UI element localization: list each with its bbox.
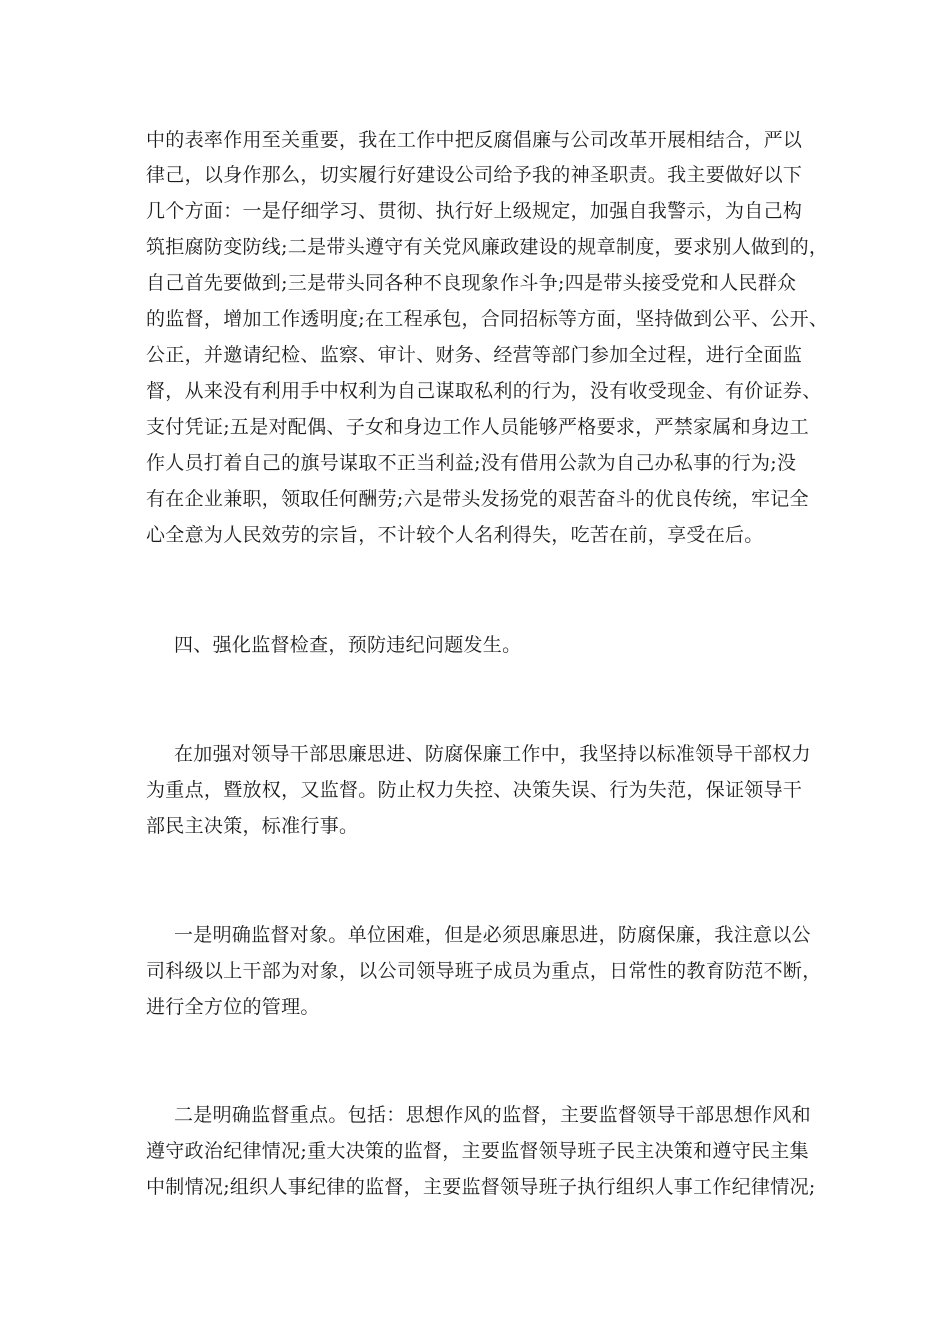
body-text-line: 中的表率作用至关重要，我在工作中把反腐倡廉与公司改革开展相结合，严以	[146, 129, 803, 151]
body-text-line: 遵守政治纪律情况;重大决策的监督，主要监督领导班子民主决策和遵守民主集	[146, 1140, 809, 1162]
body-text-line: 自己首先要做到;三是带头同各种不良现象作斗争;四是带头接受党和人民群众	[146, 272, 797, 294]
body-text-line: 律己，以身作那么，切实履行好建设公司给予我的神圣职责。我主要做好以下	[146, 164, 803, 186]
body-text-line: 筑拒腐防变防线;二是带头遵守有关党风廉政建设的规章制度，要求别人做到的，	[146, 236, 829, 258]
body-text-line: 进行全方位的管理。	[146, 996, 320, 1018]
body-text-line: 心全意为人民效劳的宗旨，不计较个人名利得失，吃苦在前，享受在后。	[146, 524, 764, 546]
body-text-line: 为重点，暨放权，又监督。防止权力失控、决策失误、行为失范，保证领导干	[146, 779, 803, 801]
body-text-line: 督，从来没有利用手中权利为自己谋取私利的行为，没有收受现金、有价证券、	[146, 380, 822, 402]
body-text-line: 司科级以上干部为对象，以公司领导班子成员为重点，日常性的教育防范不断，	[146, 960, 822, 982]
body-text-line: 作人员打着自己的旗号谋取不正当利益;没有借用公款为自己办私事的行为;没	[146, 452, 797, 474]
section-heading: 四、强化监督检查，预防违纪问题发生。	[174, 634, 522, 656]
body-text-line: 支付凭证;五是对配偶、子女和身边工作人员能够严格要求，严禁家属和身边工	[146, 416, 809, 438]
body-text-line: 有在企业兼职，领取任何酬劳;六是带头发扬党的艰苦奋斗的优良传统，牢记全	[146, 488, 809, 510]
body-text-line: 几个方面：一是仔细学习、贯彻、执行好上级规定，加强自我警示，为自己构	[146, 200, 803, 222]
body-text-line: 中制情况;组织人事纪律的监督，主要监督领导班子执行组织人事工作纪律情况;	[146, 1176, 816, 1198]
body-text-line: 一是明确监督对象。单位困难，但是必须思廉思进，防腐保廉，我注意以公	[174, 924, 811, 946]
body-text-line: 在加强对领导干部思廉思进、防腐保廉工作中，我坚持以标准领导干部权力	[174, 743, 811, 765]
body-text-line: 二是明确监督重点。包括：思想作风的监督，主要监督领导干部思想作风和	[174, 1104, 811, 1126]
body-text-line: 的监督，增加工作透明度;在工程承包，合同招标等方面，坚持做到公平、公开、	[146, 308, 829, 330]
body-text-line: 部民主决策，标准行事。	[146, 815, 359, 837]
body-text-line: 公正，并邀请纪检、监察、审计、财务、经营等部门参加全过程，进行全面监	[146, 344, 803, 366]
